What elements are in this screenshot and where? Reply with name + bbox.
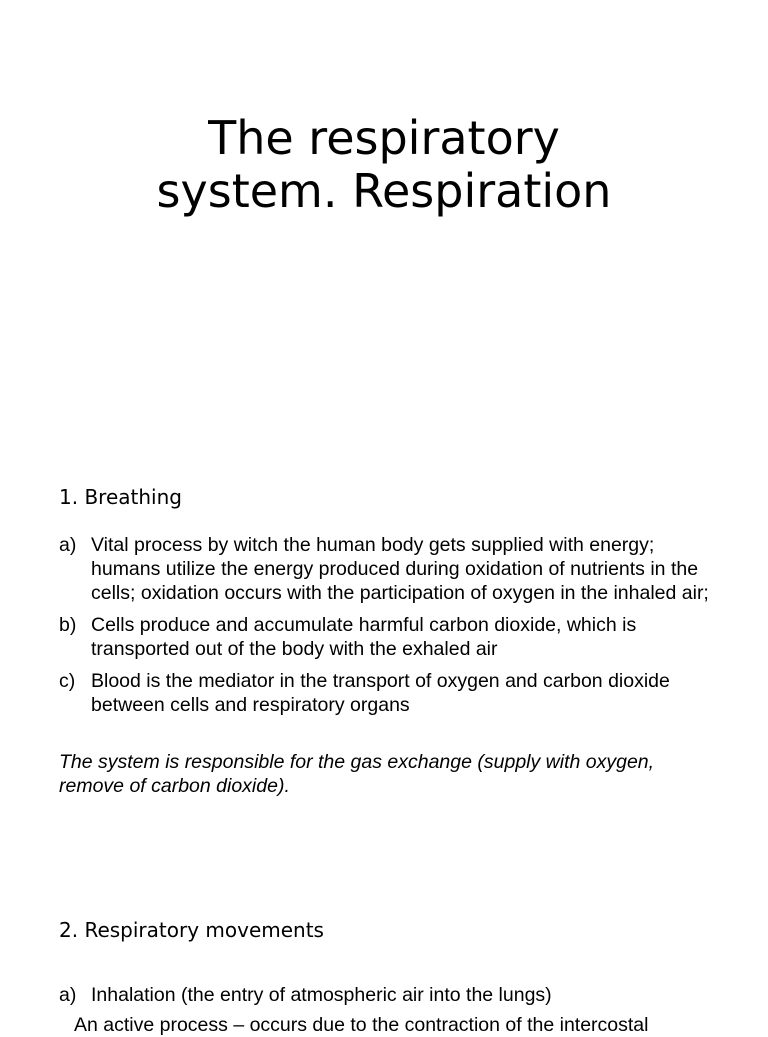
list-item [59, 533, 719, 605]
list-marker: a) [59, 984, 77, 1006]
list-item-text: Cells produce and accumulate harmful carbon dioxide, which is transported out of the body with the exhaled air [91, 614, 637, 660]
partial-line: An active process – occurs due to the contraction of the intercostal [74, 1014, 649, 1036]
respiratory-movements-list [59, 983, 719, 1015]
list-marker: a) [59, 534, 77, 556]
title-line-2: system. Respiration [156, 164, 612, 218]
list-marker: b) [59, 614, 77, 636]
list-marker: c) [59, 670, 76, 692]
list-item-text: Inhalation (the entry of atmospheric air into the lungs) [91, 984, 552, 1006]
list-item [59, 669, 719, 717]
list-item [59, 613, 719, 661]
list-item [59, 983, 719, 1007]
list-item-text: Blood is the mediator in the transport of oxygen and carbon dioxide between cells and respiratory organs [91, 670, 670, 716]
title-line-1: The respiratory [208, 111, 560, 165]
section-heading-respiratory-movements: 2. Respiratory movements [59, 918, 324, 942]
section-heading-breathing: 1. Breathing [59, 485, 182, 509]
list-item-text: Vital process by witch the human body gets supplied with energy; humans utilize the energy produced during oxidation of nutrients in the cells; oxidation occurs with the participation of oxygen in the inhaled air; [91, 534, 709, 604]
breathing-note: The system is responsible for the gas exchange (supply with oxygen, remove of carbon dioxide). [59, 751, 655, 797]
page-title [0, 112, 768, 218]
breathing-list [59, 533, 719, 725]
